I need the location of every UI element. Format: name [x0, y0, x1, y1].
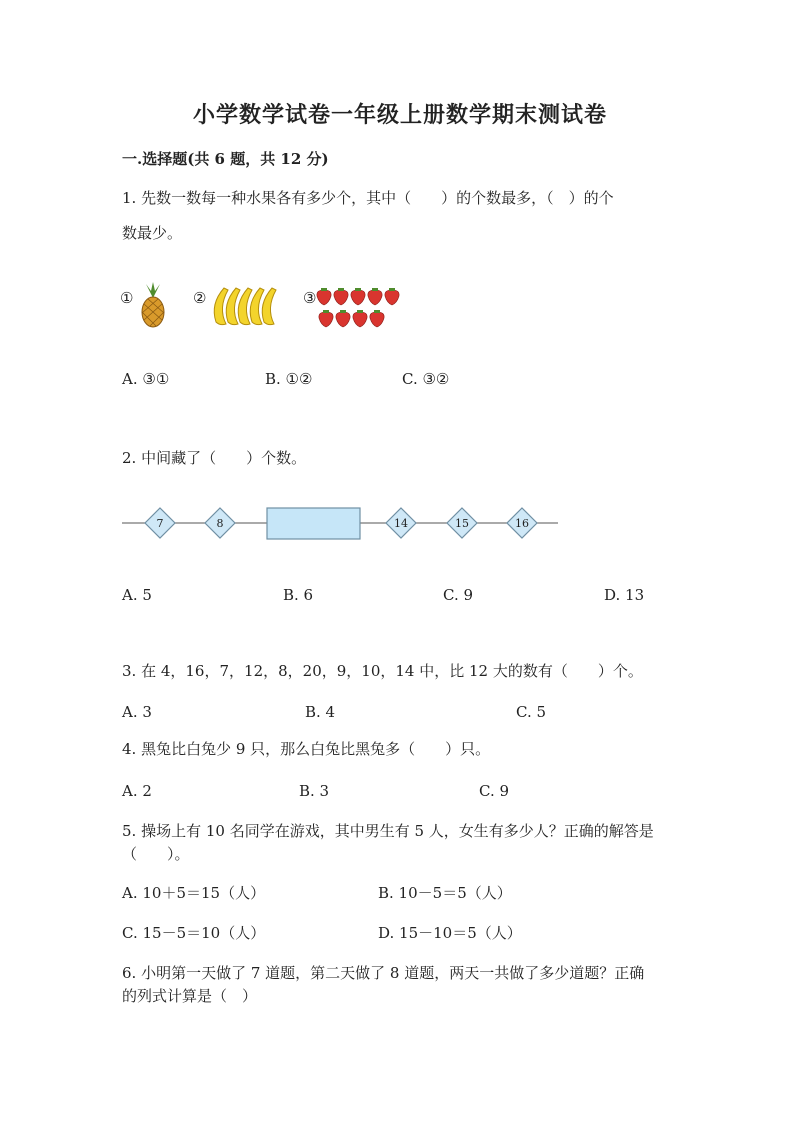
question-5-text-cont: （ ）。	[122, 845, 190, 863]
number-label-8: 8	[216, 517, 224, 530]
q5-option-a[interactable]: A. 10＋5＝15（人）	[122, 884, 266, 902]
question-1-text-cont: 数最少。	[122, 224, 183, 242]
fruit-label-3: ③	[303, 289, 317, 307]
q4-option-a[interactable]: A. 2	[122, 782, 152, 800]
q1-option-b[interactable]: B. ①②	[265, 370, 313, 388]
q2-option-d[interactable]: D. 13	[604, 586, 645, 604]
number-label-15: 15	[455, 517, 469, 530]
q2-option-a[interactable]: A. 5	[122, 586, 152, 604]
question-6-text: 6. 小明第一天做了 7 道题，第二天做了 8 道题，两天一共做了多少道题？正确	[122, 964, 645, 982]
q2-option-b[interactable]: B. 6	[283, 586, 314, 604]
question-5-text: 5. 操场上有 10 名同学在游戏，其中男生有 5 人，女生有多少人？正确的解答是	[122, 822, 654, 840]
question-1-text: 1. 先数一数每一种水果各有多少个，其中（ ）的个数最多，（ ）的个	[122, 189, 614, 207]
question-2-text: 2. 中间藏了（ ）个数。	[122, 449, 307, 467]
section-heading: 一.选择题(共 6 题，共 12 分)	[122, 150, 329, 168]
pineapple-image	[136, 282, 170, 328]
q2-option-c[interactable]: C. 9	[443, 586, 474, 604]
q5-option-d[interactable]: D. 15－10＝5（人）	[378, 924, 522, 942]
number-label-14: 14	[394, 517, 408, 530]
q3-option-a[interactable]: A. 3	[122, 703, 152, 721]
strawberries-image	[316, 286, 406, 330]
question-6-text-cont: 的列式计算是（ ）	[122, 987, 258, 1005]
number-line-diagram	[122, 505, 562, 545]
fruit-label-1: ①	[120, 289, 134, 307]
question-4-text: 4. 黑兔比白兔少 9 只，那么白兔比黑兔多（ ）只。	[122, 740, 491, 758]
q4-option-c[interactable]: C. 9	[479, 782, 510, 800]
q5-option-c[interactable]: C. 15－5＝10（人）	[122, 924, 266, 942]
q4-option-b[interactable]: B. 3	[299, 782, 330, 800]
q3-option-c[interactable]: C. 5	[516, 703, 547, 721]
number-label-16: 16	[515, 517, 529, 530]
question-3-text: 3. 在 4，16，7，12，8，20，9，10，14 中，比 12 大的数有（ ）个。	[122, 662, 643, 680]
number-label-7: 7	[156, 517, 164, 530]
q5-option-b[interactable]: B. 10－5＝5（人）	[378, 884, 512, 902]
fruit-label-2: ②	[193, 289, 207, 307]
q1-option-a[interactable]: A. ③①	[122, 370, 170, 388]
q1-option-c[interactable]: C. ③②	[402, 370, 450, 388]
hidden-numbers-box	[267, 508, 360, 539]
q3-option-b[interactable]: B. 4	[305, 703, 336, 721]
bananas-image	[206, 284, 276, 328]
page-title: 小学数学试卷一年级上册数学期末测试卷	[192, 102, 607, 128]
